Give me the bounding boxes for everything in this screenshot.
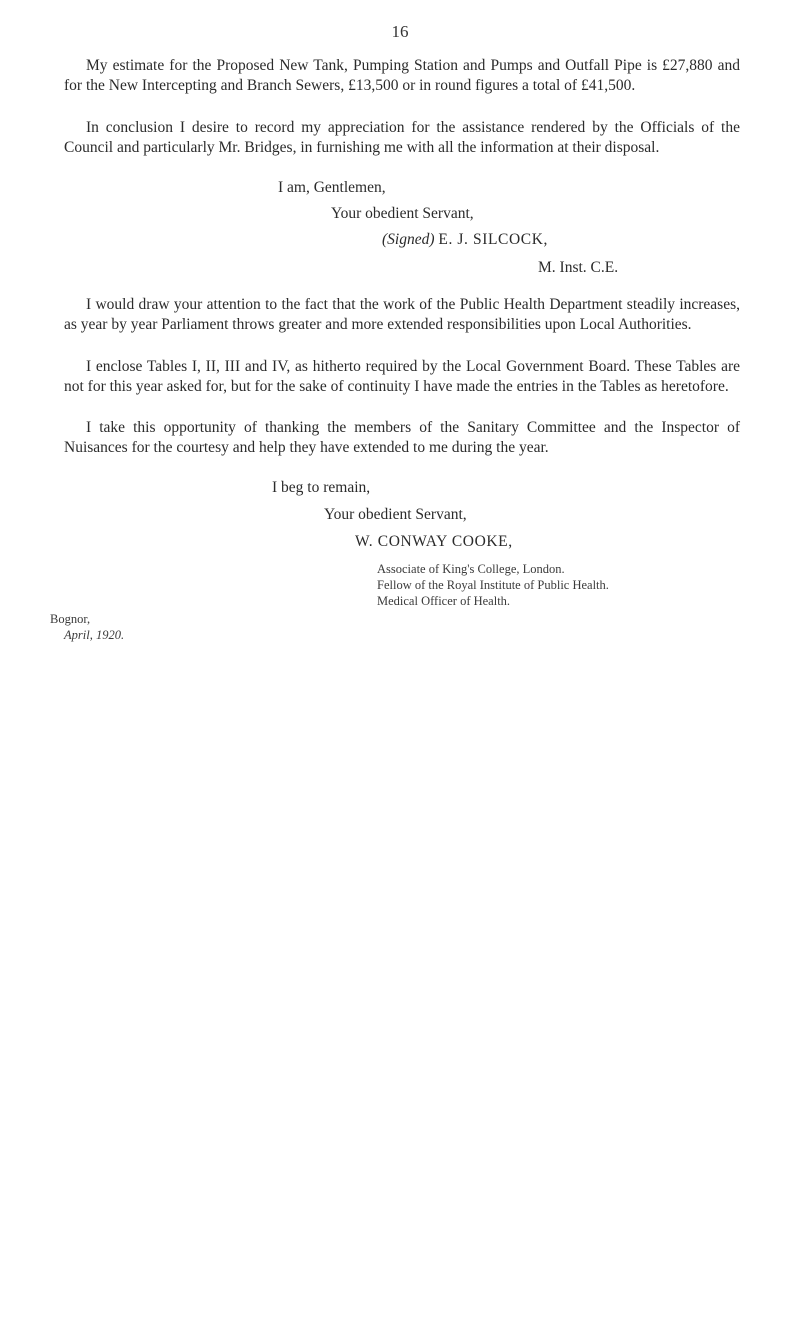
signatory-1: E. J. SILCOCK, <box>438 231 548 248</box>
signed-prefix: (Signed) <box>382 231 435 248</box>
signatory-2: W. CONWAY COOKE, <box>355 533 513 550</box>
estimate-paragraph: My estimate for the Proposed New Tank, Pumping Station and Pumps and Outfall Pipe is £27,880 and for the New Intercepting and Branch Sewers, £13,500 or in round figures a total of £41,500. <box>64 57 740 94</box>
salutation-2: I beg to remain, <box>272 479 371 496</box>
attention-paragraph: I would draw your attention to the fact that the work of the Public Health Department steadily increases, as year by year Parliament throws greater and more extended responsibilities upon Local Authorities. <box>64 296 740 333</box>
qualification-line: Fellow of the Royal Institute of Public Health. <box>377 578 609 592</box>
place: Bognor, <box>50 612 91 626</box>
salutation-1: I am, Gentlemen, <box>278 179 386 196</box>
closing-1: Your obedient Servant, <box>331 205 474 222</box>
page-number: 16 <box>391 22 409 41</box>
signature-line-1 <box>382 230 548 250</box>
date: April, 1920. <box>64 628 125 642</box>
closing-2: Your obedient Servant, <box>324 506 467 523</box>
tables-paragraph: I enclose Tables I, II, III and IV, as hitherto required by the Local Government Board. These Tables are not for this year asked for, but for the sake of continuity I have made the entries in the Tables as heretofore. <box>64 358 740 395</box>
qualification-line: Medical Officer of Health. <box>377 594 511 608</box>
qualification-line: Associate of King's College, London. <box>377 562 565 576</box>
conclusion-paragraph: In conclusion I desire to record my appreciation for the assistance rendered by the Officials of the Council and particularly Mr. Bridges, in furnishing me with all the information at their disposal. <box>64 119 740 156</box>
credentials-1: M. Inst. C.E. <box>538 259 619 276</box>
thanks-paragraph: I take this opportunity of thanking the members of the Sanitary Committee and the Inspector of Nuisances for the courtesy and help they have extended to me during the year. <box>64 419 740 456</box>
